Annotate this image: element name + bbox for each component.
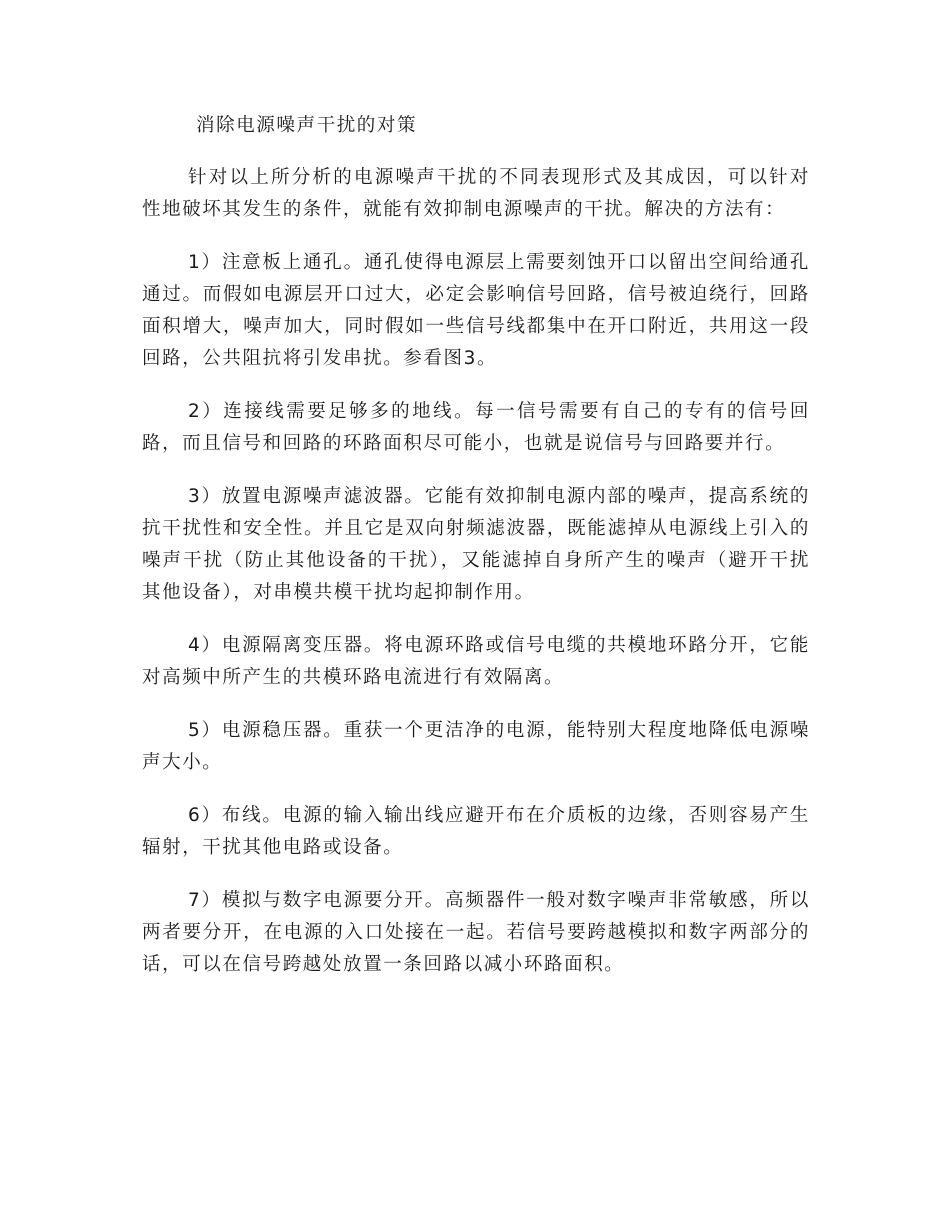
item-paragraph-3: 3）放置电源噪声滤波器。它能有效抑制电源内部的噪声，提高系统的抗干扰性和安全性。并且它是双向射频滤波器，既能滤掉从电源线上引入的噪声干扰（防止其他设备的干扰），又能滤掉自身所产生的噪声（避开干扰其他设备），对串模共模干扰均起抑制作用。 xyxy=(142,486,810,603)
item-paragraph-4: 4）电源隔离变压器。将电源环路或信号电缆的共模地环路分开，它能对高频中所产生的共模环路电流进行有效隔离。 xyxy=(142,635,810,688)
document-body xyxy=(142,110,810,1002)
item-paragraph-5: 5）电源稳压器。重获一个更洁净的电源，能特别大程度地降低电源噪声大小。 xyxy=(142,720,810,773)
item-paragraph-7: 7）模拟与数字电源要分开。高频器件一般对数字噪声非常敏感，所以两者要分开，在电源的入口处接在一起。若信号要跨越模拟和数字两部分的话，可以在信号跨越处放置一条回路以减小环路面积。 xyxy=(142,890,810,975)
item-paragraph-6: 6）布线。电源的输入输出线应避开布在介质板的边缘，否则容易产生辐射，干扰其他电路或设备。 xyxy=(142,805,810,858)
item-paragraph-2: 2）连接线需要足够多的地线。每一信号需要有自己的专有的信号回路，而且信号和回路的环路面积尽可能小，也就是说信号与回路要并行。 xyxy=(142,401,810,454)
section-heading: 消除电源噪声干扰的对策 xyxy=(196,115,418,136)
item-paragraph-1: 1）注意板上通孔。通孔使得电源层上需要刻蚀开口以留出空间给通孔通过。而假如电源层开口过大，必定会影响信号回路，信号被迫绕行，回路面积增大，噪声加大，同时假如一些信号线都集中在开口附近，共用这一段回路，公共阻抗将引发串扰。参看图3。 xyxy=(142,252,810,369)
intro-paragraph: 针对以上所分析的电源噪声干扰的不同表现形式及其成因，可以针对性地破坏其发生的条件，就能有效抑制电源噪声的干扰。解决的方法有： xyxy=(142,167,810,220)
